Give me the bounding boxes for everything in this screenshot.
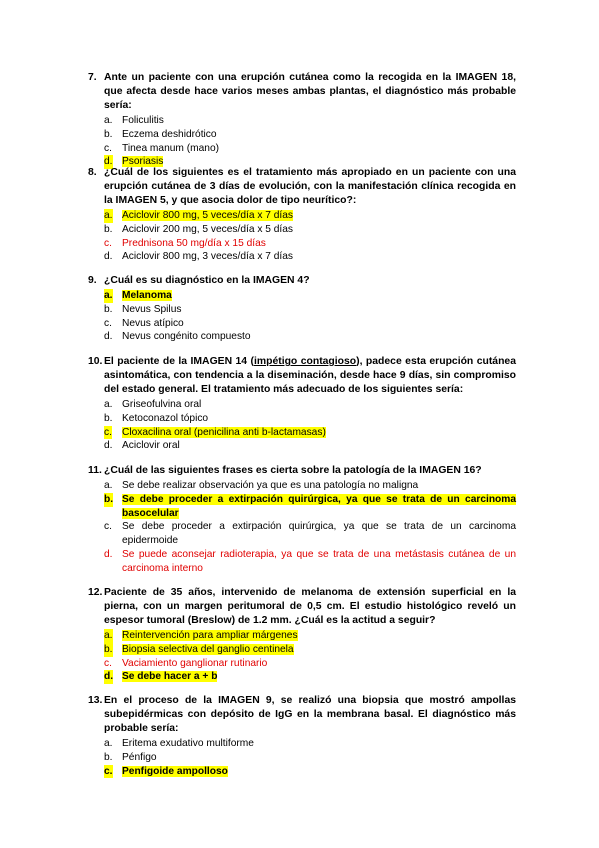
option-c: c. Vaciamiento ganglionar rutinario xyxy=(104,657,268,669)
option-b: b. Aciclovir 200 mg, 5 veces/día x 5 días xyxy=(104,223,294,235)
question-number: 10. xyxy=(88,356,103,367)
question-number: 8. xyxy=(88,167,97,178)
option-d: d. Se puede aconsejar radioterapia, ya que se trata de una metástasis cutánea de un carcinoma interno xyxy=(104,548,516,574)
question-10 xyxy=(88,355,516,453)
option-c: c. Cloxacilina oral (penicilina anti b-lactamasas) xyxy=(104,426,326,438)
option-c: c. Tinea manum (mano) xyxy=(104,142,220,154)
question-stem: Paciente de 35 años, intervenido de melanoma de extensión superficial en la pierna, con un margen peritumoral de 0,5 cm. El estudio histológico reveló un espesor tumoral (Breslow) de 1.2 mm. ¿Cuál es la actitud a seguir? xyxy=(104,587,516,626)
options-list xyxy=(104,629,516,684)
options-list xyxy=(104,737,516,778)
question-number: 11. xyxy=(88,465,102,476)
underlined-term: impétigo contagioso xyxy=(253,356,357,367)
question-stem: ¿Cuál de las siguientes frases es cierta sobre la patología de la IMAGEN 16? xyxy=(104,465,482,476)
option-a: a. Griseofulvina oral xyxy=(104,399,202,410)
question-stem: ¿Cuál de los siguientes es el tratamiento más apropiado en un paciente con una erupción cutánea de 3 días de evolución, con la manifestación clínica recogida en la IMAGEN 5, y que asocia dolor de tipo neurítico?: xyxy=(104,167,516,206)
option-a: a. Aciclovir 800 mg, 5 veces/día x 7 días xyxy=(104,210,294,221)
option-d: d. Se debe hacer a + b xyxy=(104,671,218,683)
question-9 xyxy=(88,274,516,344)
question-number: 7. xyxy=(88,72,97,83)
option-a: a. Melanoma xyxy=(104,290,172,301)
option-b: b. Eczema deshidrótico xyxy=(104,128,217,140)
question-13 xyxy=(88,694,516,778)
options-list xyxy=(104,114,516,169)
question-number: 12. xyxy=(88,587,103,598)
option-c: c. Se debe proceder a extirpación quirúrgica, ya que se trata de un carcinoma epidermoide xyxy=(104,521,516,547)
option-d: d. Nevus congénito compuesto xyxy=(104,331,251,343)
option-c: c. Penfigoide ampolloso xyxy=(104,765,228,777)
question-stem: En el proceso de la IMAGEN 9, se realizó una biopsia que mostró ampollas subepidérmicas con depósito de IgG en la membrana basal. El diagnóstico más probable sería: xyxy=(104,695,516,734)
options-list xyxy=(104,479,516,576)
option-d: d. Aciclovir oral xyxy=(104,440,180,452)
option-a: a. Reintervención para ampliar márgenes xyxy=(104,630,298,641)
option-b: b. Biopsia selectiva del ganglio centinela xyxy=(104,643,294,655)
option-b: b. Nevus Spilus xyxy=(104,303,182,315)
options-list xyxy=(104,289,516,344)
option-b: b. Ketoconazol tópico xyxy=(104,412,209,424)
question-11 xyxy=(88,464,516,576)
option-a: a. Eritema exudativo multiforme xyxy=(104,738,254,749)
question-7 xyxy=(88,71,516,169)
question-number: 9. xyxy=(88,275,97,286)
option-a: a. Foliculitis xyxy=(104,115,164,126)
option-a: a. Se debe realizar observación ya que es una patología no maligna xyxy=(104,480,419,491)
option-d: d. Aciclovir 800 mg, 3 veces/día x 7 días xyxy=(104,251,294,263)
option-b: b. Se debe proceder a extirpación quirúrgica, ya que se trata de un carcinoma basocelular xyxy=(104,493,516,519)
question-stem: El paciente de la IMAGEN 14 (impétigo contagioso), padece esta erupción cutánea asintomática, con tendencia a la diseminación, desde hace 9 días, sin compromiso del estado general. El tratamiento más adecuado de los siguientes sería: xyxy=(104,356,516,395)
option-c: c. Prednisona 50 mg/día x 15 días xyxy=(104,237,266,249)
question-number: 13. xyxy=(88,695,103,706)
question-stem: ¿Cuál es su diagnóstico en la IMAGEN 4? xyxy=(104,275,310,286)
options-list xyxy=(104,209,516,264)
question-8 xyxy=(88,166,516,264)
option-c: c. Nevus atípico xyxy=(104,317,184,329)
option-b: b. Pénfigo xyxy=(104,751,157,763)
options-list xyxy=(104,398,516,453)
option-d: d. Psoriasis xyxy=(104,156,164,168)
question-12 xyxy=(88,586,516,684)
question-stem: Ante un paciente con una erupción cutánea como la recogida en la IMAGEN 18, que afecta desde hace varios meses ambas plantas, el diagnóstico más probable sería: xyxy=(104,72,516,111)
